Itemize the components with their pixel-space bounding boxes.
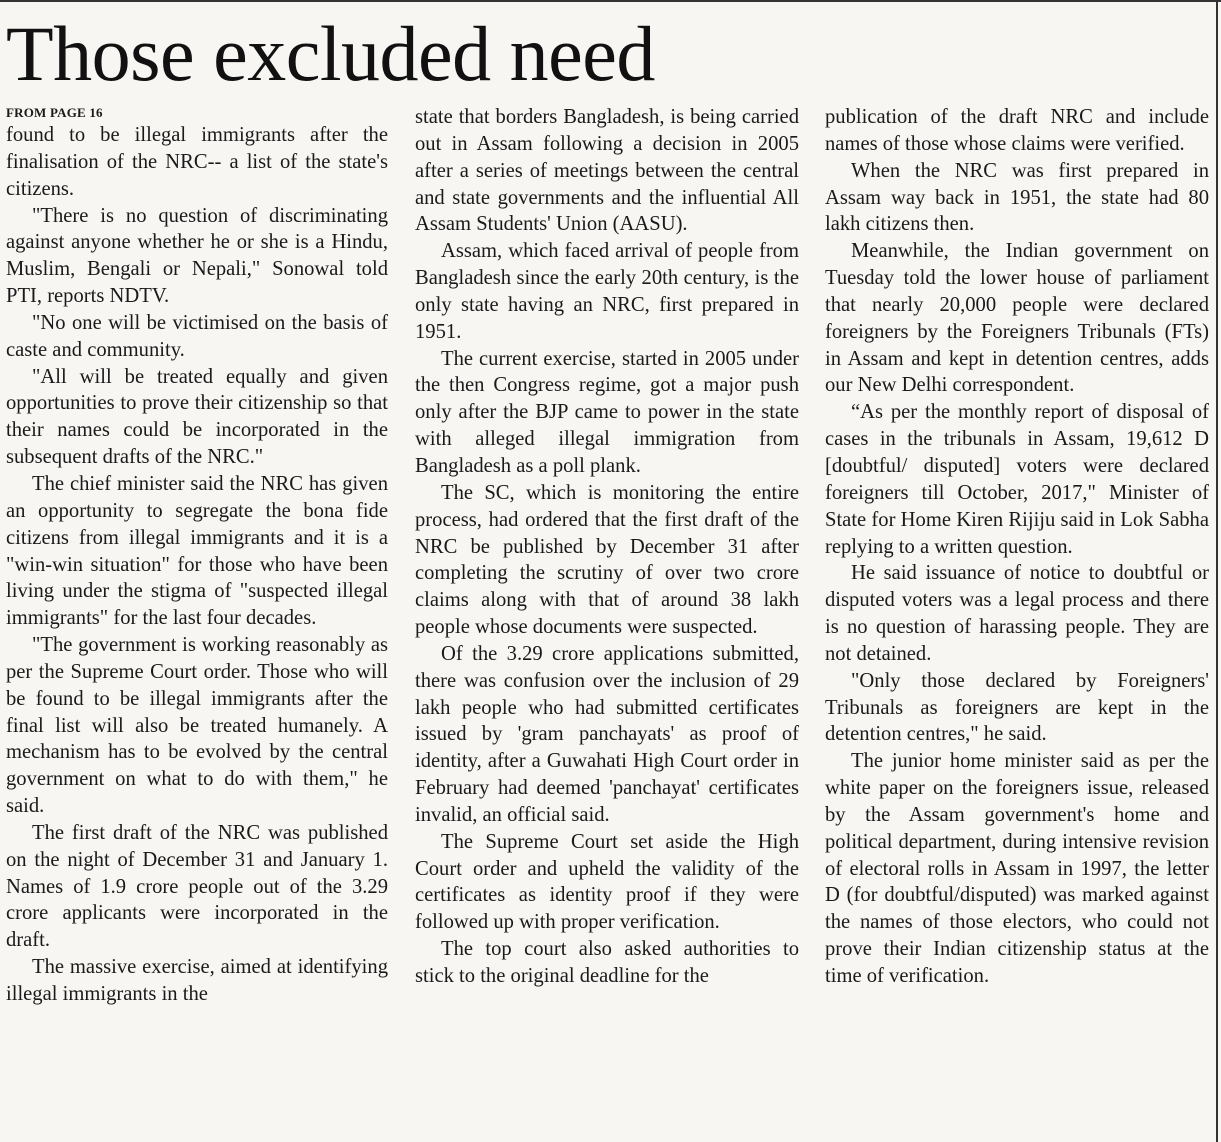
paragraph: The SC, which is monitoring the entire process, had ordered that the first draft of the NRC be published by December 31 after completing the scrutiny of over two crore claims along with that of around 38 lakh people whose documents were suspected. xyxy=(415,481,799,639)
paragraph: When the NRC was first prepared in Assam way back in 1951, the state had 80 lakh citizens then. xyxy=(825,159,1209,236)
paragraph: Meanwhile, the Indian government on Tuesday told the lower house of parliament that nearly 20,000 people were declared foreigners by the Foreigners Tribunals (FTs) in Assam and kept in detention centres, adds our New Delhi correspondent. xyxy=(825,240,1209,397)
top-rule xyxy=(0,0,1221,2)
paragraph: "The government is working reasonably as per the Supreme Court order. Those who will be found to be illegal immigrants after the final list will also be treated humanely. A mechanism has to be evolved by the central government on what to do with them," he said. xyxy=(6,634,388,818)
paragraph: The chief minister said the NRC has given an opportunity to segregate the bona fide citizens from illegal immigrants and it is a "win-win situation" for those who have been living under the stigma of "suspected illegal immigrants" for the last four decades. xyxy=(6,472,388,630)
article-column-3 xyxy=(825,104,1209,1134)
paragraph: state that borders Bangladesh, is being carried out in Assam following a decision in 2005 after a series of meetings between the central and state governments and the influential All Assam Students' Union (AASU). xyxy=(415,106,799,236)
right-rule xyxy=(1216,0,1218,1142)
paragraph: Of the 3.29 crore applications submitted, there was confusion over the inclusion of 29 lakh people who had submitted certificates issued by 'gram panchayats' as proof of identity, after a Guwahati High Court order in February had deemed 'panchayat' certificates invalid, an official said. xyxy=(415,642,799,826)
headline: Those excluded need xyxy=(6,10,655,97)
paragraph: The junior home minister said as per the white paper on the foreigners issue, released by the Assam government's home and political department, during intensive revision of electoral rolls in Assam in 1997, the letter D (for doubtful/disputed) was marked against the names of those electors, who could not prove their Indian citizenship status at the time of verification. xyxy=(825,750,1209,987)
paragraph: "All will be treated equally and given opportunities to prove their citizenship so that their names could be incorporated in the subsequent drafts of the NRC." xyxy=(6,365,388,469)
paragraph: found to be illegal immigrants after the finalisation of the NRC-- a list of the state's citizens. xyxy=(6,124,388,200)
paragraph: "Only those declared by Foreigners' Tribunals as foreigners are kept in the detention centres," he said. xyxy=(825,669,1209,746)
paragraph: The current exercise, started in 2005 under the then Congress regime, got a major push only after the BJP came to power in the state with alleged illegal immigration from Bangladesh as a poll plank. xyxy=(415,347,799,477)
article-column-1 xyxy=(6,104,388,1134)
paragraph: The top court also asked authorities to stick to the original deadline for the xyxy=(415,938,799,987)
paragraph: "There is no question of discriminating against anyone whether he or she is a Hindu, Muslim, Bengali or Nepali," Sonowal told PTI, reports NDTV. xyxy=(6,204,388,308)
paragraph: The first draft of the NRC was published on the night of December 31 and January 1. Names of 1.9 crore people out of the 3.29 crore applicants were incorporated in the draft. xyxy=(6,821,388,952)
kicker: FROM PAGE 16 xyxy=(6,105,103,120)
paragraph: "No one will be victimised on the basis of caste and community. xyxy=(6,311,388,361)
paragraph: “As per the monthly report of disposal of cases in the tribunals in Assam, 19,612 D [doubtful/ disputed] voters were declared foreigners till October, 2017," Minister of State for Home Kiren Rijiju said in Lok Sabha replying to a written question. xyxy=(825,401,1209,558)
article-column-2 xyxy=(415,104,799,1134)
paragraph: Assam, which faced arrival of people from Bangladesh since the early 20th century, is the only state having an NRC, first prepared in 1951. xyxy=(415,240,799,343)
paragraph: The Supreme Court set aside the High Court order and upheld the validity of the certificates as identity proof if they were followed up with proper verification. xyxy=(415,830,799,934)
paragraph: publication of the draft NRC and include names of those whose claims were verified. xyxy=(825,106,1209,155)
paragraph: The massive exercise, aimed at identifying illegal immigrants in the xyxy=(6,956,388,1005)
paragraph: He said issuance of notice to doubtful or disputed voters was a legal process and there is no question of harassing people. They are not detained. xyxy=(825,562,1209,665)
